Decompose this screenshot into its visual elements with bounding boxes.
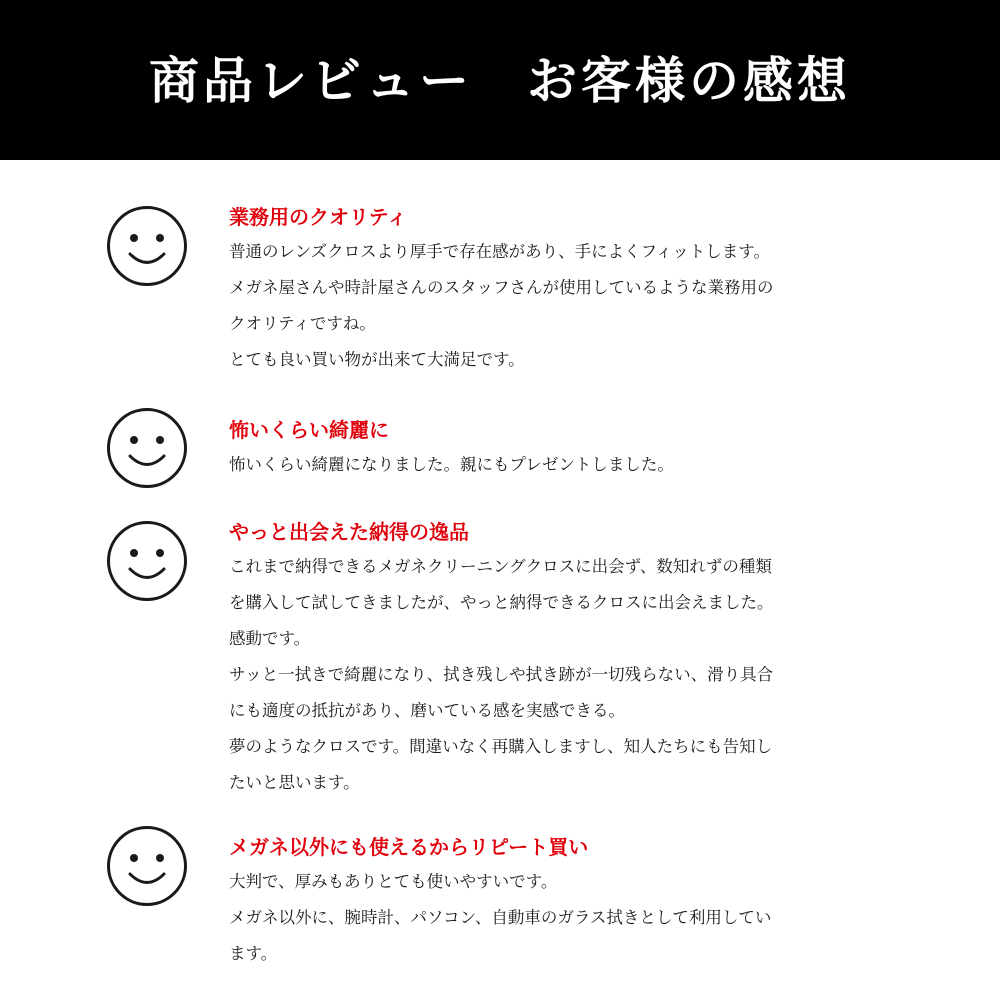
review-text-line: 夢のようなクロスです。間違いなく再購入しますし、知人たちにも告知し xyxy=(229,737,773,756)
smiley-face-icon xyxy=(106,407,188,489)
review-body xyxy=(229,416,909,483)
review-body xyxy=(229,203,909,378)
page-title: 商品レビュー お客様の感想 xyxy=(149,51,851,110)
review-text-line: 怖いくらい綺麗になりました。親にもプレゼントしました。 xyxy=(229,455,674,474)
review-body xyxy=(229,518,909,801)
review-text-line: クオリティですね。 xyxy=(229,314,376,333)
review-text-line: メガネ屋さんや時計屋さんのスタッフさんが使用しているような業務用の xyxy=(229,278,774,297)
review-text-line: 大判で、厚みもありとても使いやすいです。 xyxy=(229,872,558,891)
review-text-line: を購入して試してきましたが、やっと納得できるクロスに出会えました。 xyxy=(229,593,774,612)
review-title: 業務用のクオリティ xyxy=(229,205,407,229)
smiley-face-icon xyxy=(106,520,188,602)
review-text-line: たいと思います。 xyxy=(229,773,360,792)
review-text-line: 感動です。 xyxy=(229,629,311,648)
review-text-line: ます。 xyxy=(229,944,278,963)
smiley-face-icon xyxy=(106,825,188,907)
review-text-line: にも適度の抵抗があり、磨いている感を実感できる。 xyxy=(229,701,625,720)
review-title: やっと出会えた納得の逸品 xyxy=(229,520,469,544)
review-title: 怖いくらい綺麗に xyxy=(229,418,389,442)
review-body xyxy=(229,833,909,972)
review-text-line: これまで納得できるメガネクリーニングクロスに出会ず、数知れずの種類 xyxy=(229,557,772,576)
review-text-line: 普通のレンズクロスより厚手で存在感があり、手によくフィットします。 xyxy=(229,242,770,261)
review-title: メガネ以外にも使えるからリピート買い xyxy=(229,835,589,859)
smiley-face-icon xyxy=(106,205,188,287)
review-text-line: とても良い買い物が出来て大満足です。 xyxy=(229,350,525,369)
header-banner xyxy=(0,0,1000,160)
review-text-line: メガネ以外に、腕時計、パソコン、自動車のガラス拭きとして利用してい xyxy=(229,908,772,927)
review-text-line: サッと一拭きで綺麗になり、拭き残しや拭き跡が一切残らない、滑り具合 xyxy=(229,665,774,684)
